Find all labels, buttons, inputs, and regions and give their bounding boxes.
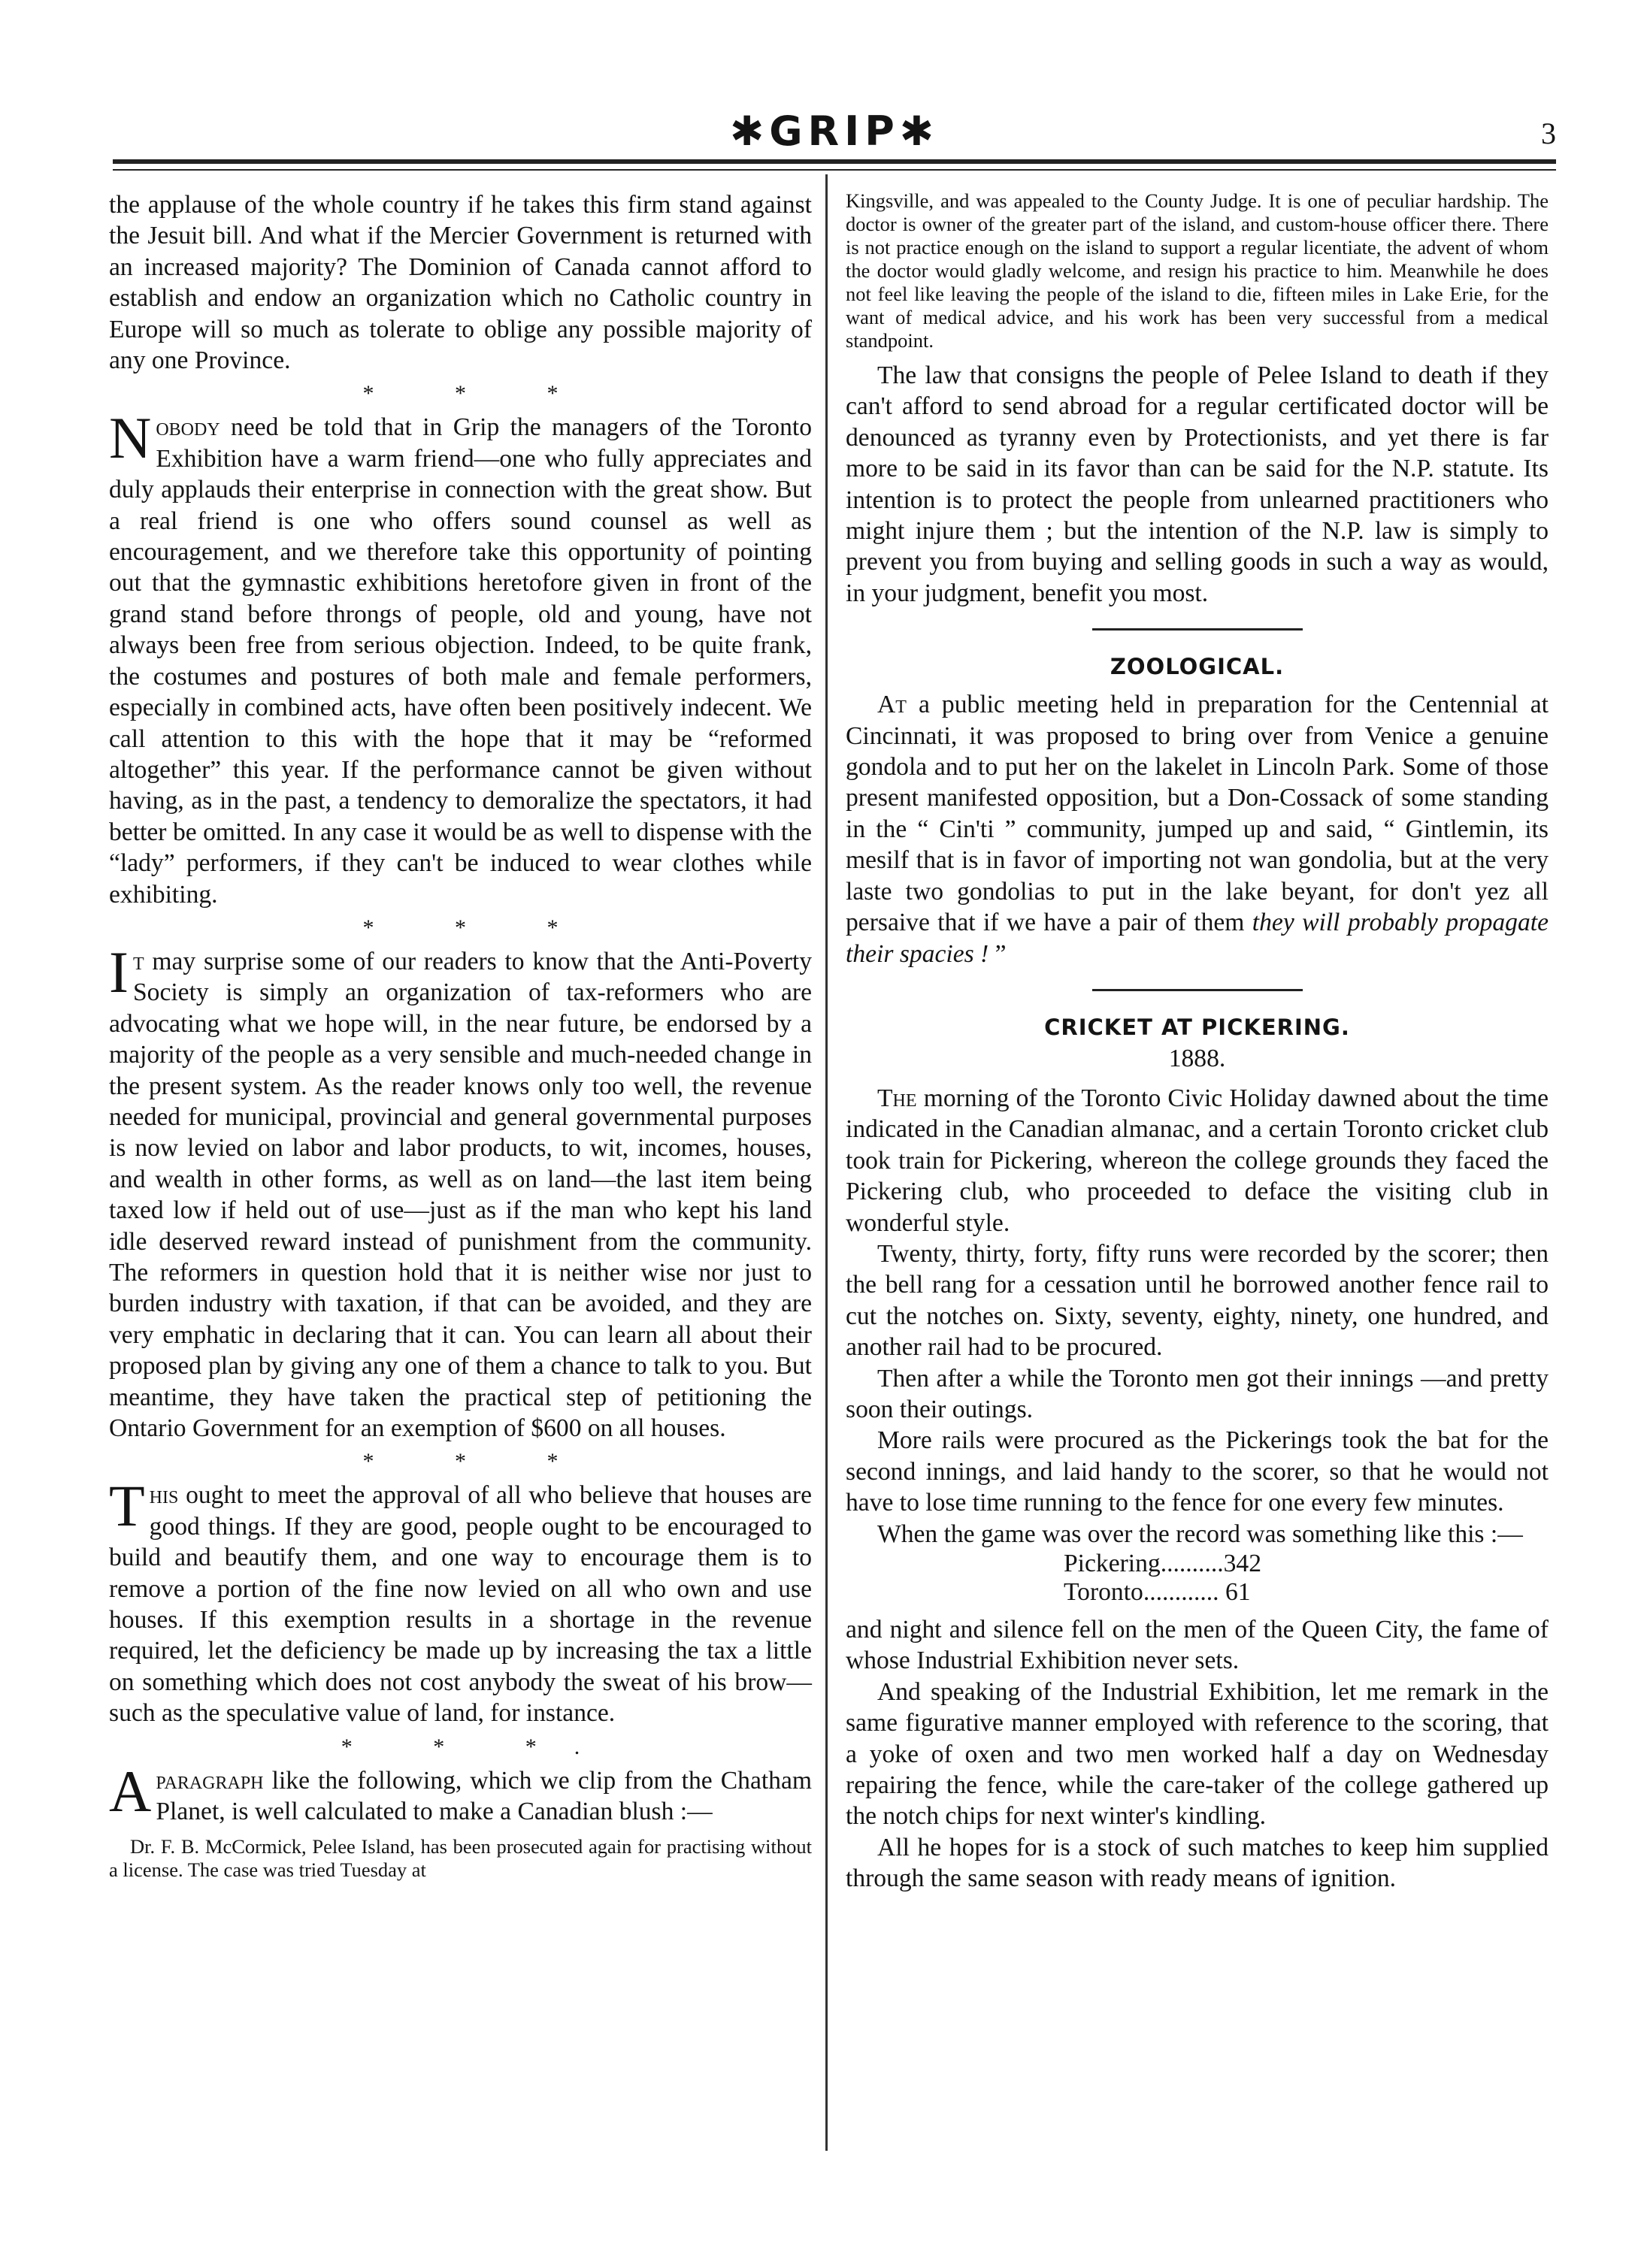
paragraph-cricket-3: Then after a while the Toronto men got their innings —and pretty soon their outings.	[846, 1364, 1549, 1423]
heading-zoological: ZOOLOGICAL.	[1110, 654, 1285, 680]
drop-cap: N	[109, 405, 152, 471]
paragraph-cricket-2: Twenty, thirty, forty, fifty runs were recorded by the scorer; then the bell rang for a cessation until he borrowed another fence rail to cut the notches on. Sixty, seventy, eighty, ninety, one hundred, and another rail had to be procured.	[846, 1239, 1549, 1362]
paragraph-text: ought to meet the approval of all who believe that houses are good things. If they are good, people ought to be encouraged to build and beautify them, and one way to encourage them is to remove a portion of the fine now levied on all who own and use houses. If this exemption results in a shortage in the revenue required, let the deficiency be made up by increasing the tax a little on something which does not cost anybody the sweat of his brow—such as the speculative value of land, for instance.	[109, 1481, 812, 1728]
paragraph-text: like the following, which we clip from the Chatham Planet, is well calculated to make a Canadian blush :—	[156, 1766, 812, 1826]
section-separator: * * *	[362, 915, 596, 940]
paragraph-text: need be told that in Grip the managers of the Toronto Exhibition have a warm friend—one who fully appreciates and duly applauds their enterprise in connection with the great show. But a real friend is one who offers sound counsel as well as encouragement, and we therefore take this opportunity of pointing out that the gymnastic exhibitions heretofore given in front of the grand stand before throngs of people, old and young, have not always been free from serious objection. Indeed, to be quite frank, the costumes and postures of both male and female performers, especially in combined acts, have often been positively indecent. We call attention to this with the hope that it may be “reformed altogether” this year. If the performance cannot be given without having, as in the past, a tendency to demoralize the spectators, it had better be omitted. In any case it would be as well to dispense with the “lady” performers, if they can't be induced to wear clothes while exhibiting.	[109, 413, 812, 909]
paragraph-cricket-1	[846, 1083, 1549, 1238]
quoted-clipping-start: Dr. F. B. McCormick, Pelee Island, has been prosecuted again for practising without a license. The case was tried Tuesday at	[109, 1834, 812, 1881]
paragraph-jesuit-bill: the applause of the whole country if he takes this firm stand against the Jesuit bill. And what if the Mercier Government is returned with an increased majority? The Dominion of Canada cannot afford to establish and endow an organization which no Catholic country in Europe will so much as tolerate to oblige any possible majority of any one Province.	[109, 191, 812, 375]
paragraph-houses	[109, 1473, 812, 1728]
masthead-title: ✱GRIP✱	[729, 107, 940, 155]
lead-word: t	[132, 947, 144, 975]
paragraph-cricket-7: And speaking of the Industrial Exhibition, let me remark in the same figurative manner employed with reference to the scoring, that a yoke of oxen and two men worked half a day on Wednesday repairing the fence, while the care-taker of the college gathered up the notch chips for next winter's kindling.	[846, 1677, 1549, 1831]
paragraph-cricket-6: and night and silence fell on the men of the Queen City, the fame of whose Industrial Exhibition never sets.	[846, 1616, 1549, 1675]
paragraph-toronto-exhibition	[109, 405, 812, 910]
score-toronto: Toronto............ 61	[1064, 1578, 1251, 1606]
lead-word: paragraph	[156, 1766, 264, 1795]
paragraph-cricket-4: More rails were procured as the Pickerings took the bat for the second innings, and laid handy to the scorer, so that he would not have to lose time running to the fence for one every few minutes.	[846, 1426, 1549, 1517]
lead-word: his	[149, 1481, 179, 1510]
lead-word: The	[877, 1084, 917, 1112]
paragraph-anti-poverty	[109, 939, 812, 1444]
paragraph-text: may surprise some of our readers to know that the Anti-Poverty Society is simply an organization of tax-reformers who are advocating what we hope will, in the near future, be endorsed by a majority of the people as a very sensible and much-needed change in the present system. As the reader knows only too well, the revenue needed for municipal, provincial and general governmental purposes is now levied on labor and labor products, to wit, incomes, houses, and wealth in other forms, as well as on land—the last item being taxed low if held out of use—just as if the man who kept his land idle deserved reward instead of punishment from the community. The reformers in question hold that it is neither wise nor just to burden industry with taxation, if that can be avoided, and they are very emphatic in declaring that it can. You can learn all about their proposed plan by giving any one of them a chance to talk to you. But meantime, they have taken the practical step of petitioning the Ontario Government for an exemption of $600 on all houses.	[109, 947, 812, 1443]
drop-cap: T	[109, 1473, 145, 1539]
heading-year: 1888.	[1168, 1044, 1226, 1072]
heading-cricket: CRICKET AT PICKERING.	[1044, 1014, 1350, 1040]
paragraph-cricket-5: When the game was over the record was something like this :—	[877, 1520, 1523, 1548]
column-divider	[825, 174, 828, 2151]
right-column	[846, 189, 1549, 1895]
left-column	[109, 189, 812, 1882]
paragraph-cricket-8: All he hopes for is a stock of such matches to keep him supplied through the same season with ready means of ignition.	[846, 1833, 1549, 1893]
article-divider	[1092, 989, 1303, 991]
section-separator: * * *	[362, 1449, 596, 1474]
italic-quote: they will probably propagate their spacies !	[846, 909, 1549, 968]
paragraph-text: a public meeting held in preparation for the Centennial at Cincinnati, it was proposed to bring over from Venice a genuine gondola and to put her on the lakelet in Lincoln Park. Some of those present manifested opposition, but a Don-Cossack of some standing in the “ Cin'ti ” community, jumped up and said, “ Gintlemin, its mesilf that is in favor of importing not wan gondolia, but at the very laste two gondolias to put in the lake beyant, for don't yez all persaive that if we have a pair of them	[846, 691, 1549, 937]
page-header	[113, 105, 1556, 165]
page-number: 3	[1541, 116, 1556, 150]
drop-cap: A	[109, 1758, 152, 1824]
section-separator: * * *	[362, 381, 596, 407]
quoted-clipping-end: Kingsville, and was appealed to the County Judge. It is one of peculiar hardship. The doctor is owner of the greater part of the island, and custom-house officer there. There is not practice enough on the island to support a regular licentiate, the advent of whom the doctor would gladly welcome, and resign his practice to him. Meanwhile he does not feel like leaving the people of the island to die, fifteen miles in Lake Erie, for the want of medical advice, and his work has been very successful from a medical standpoint.	[846, 189, 1549, 352]
section-separator: * * *.	[341, 1734, 618, 1759]
article-divider	[1092, 628, 1303, 631]
drop-cap: I	[109, 939, 129, 1005]
lead-word: obody	[156, 413, 220, 442]
header-rule-thick	[113, 159, 1556, 164]
paragraph-zoological	[846, 689, 1549, 969]
paragraph-text: morning of the Toronto Civic Holiday dawned about the time indicated in the Canadian almanac, and a certain Toronto cricket club took train for Pickering, whereon the college grounds they faced the Pickering club, who proceeded to deface the visiting club in wonderful style.	[846, 1084, 1549, 1237]
lead-word: At	[877, 691, 907, 719]
paragraph-pelee-law: The law that consigns the people of Pelee Island to death if they can't afford to send abroad for a regular certificated doctor will be denounced as tyranny even by Protectionists, and yet there is far more to be said in its favor than can be said for the N.P. statute. Its intention is to protect the people from unlearned practitioners who might injure them ; but the intention of the N.P. law is simply to prevent you from buying and selling goods in such a way as would, in your judgment, benefit you most.	[846, 361, 1549, 607]
paragraph-clip-intro	[109, 1758, 812, 1828]
header-rule-thin	[113, 169, 1556, 171]
closing-quote: ”	[989, 939, 1007, 968]
score-pickering: Pickering..........342	[1064, 1550, 1262, 1577]
